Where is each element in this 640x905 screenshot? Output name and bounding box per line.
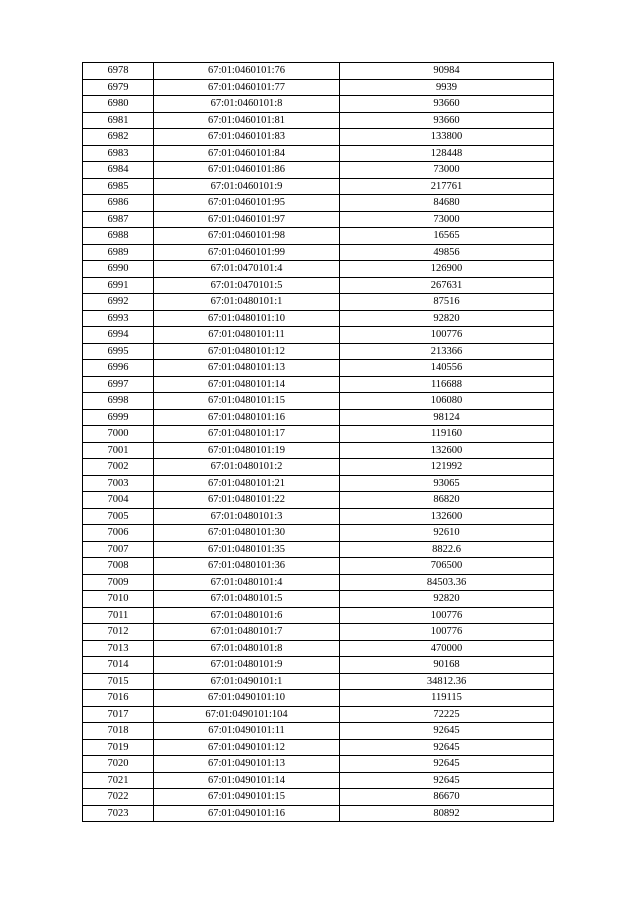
value-cell: 121992 (340, 459, 554, 476)
table-row (83, 112, 554, 129)
table-row (83, 96, 554, 113)
table-row (83, 657, 554, 674)
table-row (83, 195, 554, 212)
table-row (83, 426, 554, 443)
cadastral-number-cell: 67:01:0480101:15 (154, 393, 340, 410)
cadastral-number-cell: 67:01:0490101:11 (154, 723, 340, 740)
table-row (83, 63, 554, 80)
cadastral-number-cell: 67:01:0490101:1 (154, 673, 340, 690)
cadastral-number-cell: 67:01:0480101:30 (154, 525, 340, 542)
value-cell: 34812.36 (340, 673, 554, 690)
table-row (83, 525, 554, 542)
row-number-cell: 7008 (83, 558, 154, 575)
cadastral-number-cell: 67:01:0480101:5 (154, 591, 340, 608)
row-number-cell: 6997 (83, 376, 154, 393)
cadastral-number-cell: 67:01:0460101:77 (154, 79, 340, 96)
row-number-cell: 6989 (83, 244, 154, 261)
value-cell: 126900 (340, 261, 554, 278)
row-number-cell: 7002 (83, 459, 154, 476)
cadastral-number-cell: 67:01:0480101:4 (154, 574, 340, 591)
table-row (83, 442, 554, 459)
value-cell: 100776 (340, 327, 554, 344)
row-number-cell: 7005 (83, 508, 154, 525)
value-cell: 92820 (340, 591, 554, 608)
table-row (83, 574, 554, 591)
row-number-cell: 7013 (83, 640, 154, 657)
row-number-cell: 7012 (83, 624, 154, 641)
table-row (83, 129, 554, 146)
row-number-cell: 7009 (83, 574, 154, 591)
row-number-cell: 6985 (83, 178, 154, 195)
cadastral-number-cell: 67:01:0460101:76 (154, 63, 340, 80)
cadastral-number-cell: 67:01:0490101:16 (154, 805, 340, 822)
row-number-cell: 7010 (83, 591, 154, 608)
row-number-cell: 7003 (83, 475, 154, 492)
value-cell: 49856 (340, 244, 554, 261)
table-row (83, 211, 554, 228)
table-row (83, 475, 554, 492)
cadastral-number-cell: 67:01:0460101:9 (154, 178, 340, 195)
value-cell: 73000 (340, 162, 554, 179)
table-row (83, 640, 554, 657)
value-cell: 470000 (340, 640, 554, 657)
table-row (83, 261, 554, 278)
cadastral-number-cell: 67:01:0480101:6 (154, 607, 340, 624)
table-row (83, 772, 554, 789)
value-cell: 86670 (340, 789, 554, 806)
table-row (83, 558, 554, 575)
table-row (83, 723, 554, 740)
row-number-cell: 6984 (83, 162, 154, 179)
table-row (83, 690, 554, 707)
value-cell: 9939 (340, 79, 554, 96)
row-number-cell: 7007 (83, 541, 154, 558)
value-cell: 84503.36 (340, 574, 554, 591)
value-cell: 140556 (340, 360, 554, 377)
cadastral-number-cell: 67:01:0470101:4 (154, 261, 340, 278)
value-cell: 92645 (340, 739, 554, 756)
value-cell: 93065 (340, 475, 554, 492)
cadastral-number-cell: 67:01:0460101:86 (154, 162, 340, 179)
cadastral-number-cell: 67:01:0480101:7 (154, 624, 340, 641)
row-number-cell: 6992 (83, 294, 154, 311)
cadastral-number-cell: 67:01:0460101:8 (154, 96, 340, 113)
cadastral-number-cell: 67:01:0480101:17 (154, 426, 340, 443)
row-number-cell: 7021 (83, 772, 154, 789)
row-number-cell: 6981 (83, 112, 154, 129)
cadastral-number-cell: 67:01:0490101:14 (154, 772, 340, 789)
value-cell: 73000 (340, 211, 554, 228)
table-row (83, 492, 554, 509)
row-number-cell: 7015 (83, 673, 154, 690)
cadastral-number-cell: 67:01:0480101:12 (154, 343, 340, 360)
table-row (83, 591, 554, 608)
table-row (83, 310, 554, 327)
row-number-cell: 7006 (83, 525, 154, 542)
table-row (83, 228, 554, 245)
row-number-cell: 6996 (83, 360, 154, 377)
table-row (83, 508, 554, 525)
cadastral-number-cell: 67:01:0490101:15 (154, 789, 340, 806)
value-cell: 86820 (340, 492, 554, 509)
table-row (83, 162, 554, 179)
table-row (83, 376, 554, 393)
cadastral-number-cell: 67:01:0490101:13 (154, 756, 340, 773)
cadastral-value-table (82, 62, 554, 822)
cadastral-number-cell: 67:01:0480101:1 (154, 294, 340, 311)
cadastral-number-cell: 67:01:0460101:95 (154, 195, 340, 212)
value-cell: 87516 (340, 294, 554, 311)
cadastral-number-cell: 67:01:0470101:5 (154, 277, 340, 294)
value-cell: 90984 (340, 63, 554, 80)
cadastral-number-cell: 67:01:0480101:36 (154, 558, 340, 575)
cadastral-number-cell: 67:01:0480101:14 (154, 376, 340, 393)
value-cell: 93660 (340, 96, 554, 113)
table-row (83, 706, 554, 723)
table-row (83, 327, 554, 344)
row-number-cell: 6988 (83, 228, 154, 245)
table-row (83, 541, 554, 558)
cadastral-number-cell: 67:01:0480101:3 (154, 508, 340, 525)
value-cell: 93660 (340, 112, 554, 129)
cadastral-number-cell: 67:01:0480101:2 (154, 459, 340, 476)
row-number-cell: 7022 (83, 789, 154, 806)
value-cell: 132600 (340, 442, 554, 459)
row-number-cell: 6986 (83, 195, 154, 212)
value-cell: 706500 (340, 558, 554, 575)
value-cell: 92645 (340, 756, 554, 773)
row-number-cell: 7017 (83, 706, 154, 723)
value-cell: 119160 (340, 426, 554, 443)
table-row (83, 789, 554, 806)
cadastral-number-cell: 67:01:0460101:81 (154, 112, 340, 129)
cadastral-number-cell: 67:01:0460101:99 (154, 244, 340, 261)
table-row (83, 360, 554, 377)
value-cell: 267631 (340, 277, 554, 294)
cadastral-number-cell: 67:01:0480101:9 (154, 657, 340, 674)
table-row (83, 145, 554, 162)
cadastral-number-cell: 67:01:0480101:8 (154, 640, 340, 657)
table-body (83, 63, 554, 822)
table-row (83, 624, 554, 641)
table-row (83, 805, 554, 822)
cadastral-number-cell: 67:01:0480101:19 (154, 442, 340, 459)
row-number-cell: 7019 (83, 739, 154, 756)
value-cell: 92820 (340, 310, 554, 327)
value-cell: 217761 (340, 178, 554, 195)
row-number-cell: 7001 (83, 442, 154, 459)
row-number-cell: 7000 (83, 426, 154, 443)
cadastral-number-cell: 67:01:0480101:10 (154, 310, 340, 327)
cadastral-number-cell: 67:01:0480101:21 (154, 475, 340, 492)
row-number-cell: 7023 (83, 805, 154, 822)
value-cell: 119115 (340, 690, 554, 707)
value-cell: 92610 (340, 525, 554, 542)
row-number-cell: 6978 (83, 63, 154, 80)
table-row (83, 409, 554, 426)
row-number-cell: 6980 (83, 96, 154, 113)
cadastral-number-cell: 67:01:0460101:98 (154, 228, 340, 245)
row-number-cell: 7016 (83, 690, 154, 707)
value-cell: 100776 (340, 624, 554, 641)
table-row (83, 607, 554, 624)
value-cell: 116688 (340, 376, 554, 393)
row-number-cell: 6990 (83, 261, 154, 278)
cadastral-number-cell: 67:01:0490101:104 (154, 706, 340, 723)
value-cell: 8822.6 (340, 541, 554, 558)
cadastral-number-cell: 67:01:0480101:35 (154, 541, 340, 558)
cadastral-number-cell: 67:01:0480101:22 (154, 492, 340, 509)
table-row (83, 739, 554, 756)
cadastral-number-cell: 67:01:0490101:12 (154, 739, 340, 756)
row-number-cell: 6987 (83, 211, 154, 228)
row-number-cell: 7020 (83, 756, 154, 773)
value-cell: 80892 (340, 805, 554, 822)
value-cell: 90168 (340, 657, 554, 674)
value-cell: 132600 (340, 508, 554, 525)
table-row (83, 277, 554, 294)
row-number-cell: 6998 (83, 393, 154, 410)
cadastral-number-cell: 67:01:0460101:97 (154, 211, 340, 228)
value-cell: 106080 (340, 393, 554, 410)
value-cell: 100776 (340, 607, 554, 624)
row-number-cell: 7011 (83, 607, 154, 624)
cadastral-number-cell: 67:01:0460101:84 (154, 145, 340, 162)
row-number-cell: 7004 (83, 492, 154, 509)
row-number-cell: 6994 (83, 327, 154, 344)
cadastral-number-cell: 67:01:0460101:83 (154, 129, 340, 146)
row-number-cell: 6979 (83, 79, 154, 96)
table-row (83, 294, 554, 311)
value-cell: 16565 (340, 228, 554, 245)
table-row (83, 343, 554, 360)
value-cell: 92645 (340, 772, 554, 789)
value-cell: 72225 (340, 706, 554, 723)
row-number-cell: 6982 (83, 129, 154, 146)
value-cell: 98124 (340, 409, 554, 426)
value-cell: 128448 (340, 145, 554, 162)
table-row (83, 178, 554, 195)
row-number-cell: 6993 (83, 310, 154, 327)
value-cell: 213366 (340, 343, 554, 360)
row-number-cell: 7018 (83, 723, 154, 740)
value-cell: 133800 (340, 129, 554, 146)
table-row (83, 244, 554, 261)
row-number-cell: 6983 (83, 145, 154, 162)
table-row (83, 393, 554, 410)
cadastral-number-cell: 67:01:0480101:13 (154, 360, 340, 377)
cadastral-number-cell: 67:01:0480101:16 (154, 409, 340, 426)
table-row (83, 79, 554, 96)
row-number-cell: 6999 (83, 409, 154, 426)
value-cell: 84680 (340, 195, 554, 212)
row-number-cell: 7014 (83, 657, 154, 674)
table-row (83, 756, 554, 773)
table-row (83, 459, 554, 476)
cadastral-number-cell: 67:01:0480101:11 (154, 327, 340, 344)
cadastral-number-cell: 67:01:0490101:10 (154, 690, 340, 707)
row-number-cell: 6991 (83, 277, 154, 294)
table-row (83, 673, 554, 690)
row-number-cell: 6995 (83, 343, 154, 360)
value-cell: 92645 (340, 723, 554, 740)
